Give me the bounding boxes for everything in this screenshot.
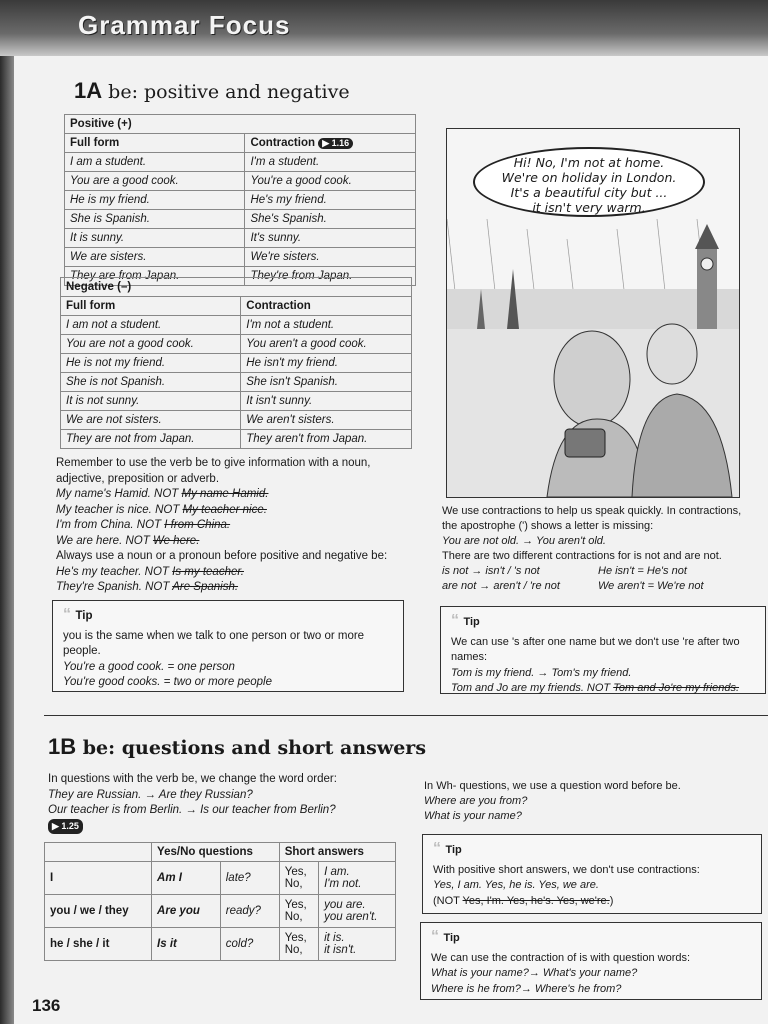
table-row (65, 248, 416, 267)
wh-questions-notes (424, 779, 681, 824)
negative-table (60, 277, 412, 449)
table-row (65, 191, 416, 210)
tip-line: names: (451, 651, 488, 663)
note-line: In Wh- questions, we use a question word before be. (424, 780, 681, 792)
contraction-cell: It isn't sunny. (241, 392, 412, 411)
contractions-notes (442, 504, 741, 594)
yes-no-cell (279, 895, 318, 928)
full-form-cell: He is my friend. (65, 191, 245, 210)
note-line: There are two different contractions for is not and are not. (442, 550, 722, 562)
yes-no-cell (279, 928, 318, 961)
contraction-header: Contraction ▶ 1.16 (245, 134, 416, 153)
tip-line: (NOT Yes, I'm. Yes, he's. Yes, we're.) (433, 894, 614, 907)
answer-line: No, (284, 911, 303, 923)
question-cell: cold? (220, 928, 279, 961)
subject-cell: I (45, 862, 152, 895)
positive-table (64, 114, 416, 286)
speech-line: Hi! No, I'm not at home. (513, 155, 665, 170)
full-form-cell: They are from Japan. (65, 267, 245, 286)
question-cell: Am I (152, 862, 221, 895)
answer-line: it isn't. (324, 944, 357, 956)
answer-line: Yes, (284, 932, 307, 944)
section-divider (44, 715, 768, 716)
cartoon-illustration (446, 128, 740, 498)
example-line: Our teacher is from Berlin. → Is our teacher from Berlin? (48, 804, 336, 816)
table-row (61, 392, 412, 411)
questions-table (44, 842, 396, 961)
contraction-pair: is not → isn't / 's not He isn't = He's not (442, 565, 687, 577)
tip-line: What is your name?→ What's your name? (431, 967, 638, 979)
tip-line: You're a good cook. = one person (63, 660, 235, 673)
tip-title: “ Tip (433, 841, 751, 859)
example-line: I'm from China. NOT I from China. (56, 519, 231, 531)
tip-line: Tom is my friend. → Tom's my friend. (451, 666, 632, 679)
full-form-cell: We are sisters. (65, 248, 245, 267)
answer-line: Yes, (284, 866, 307, 878)
answer-line: you aren't. (324, 911, 378, 923)
tip-line: you is the same when we talk to one person or two or more (63, 629, 365, 642)
book-spine-shadow (0, 0, 14, 1024)
question-cell: Are you (152, 895, 221, 928)
full-form-cell: They are not from Japan. (61, 430, 241, 449)
note-line: In questions with the verb be, we change the word order: (48, 773, 337, 785)
contraction-cell: She's Spanish. (245, 210, 416, 229)
note-line: We use contractions to help us speak quickly. In contractions, (442, 505, 742, 517)
table-row (61, 411, 412, 430)
short-answer-cell (319, 895, 396, 928)
speech-line: We're on holiday in London. (501, 170, 677, 185)
speech-bubble (473, 147, 705, 217)
answer-line: I am. (324, 866, 350, 878)
short-answer-cell (319, 928, 396, 961)
answer-line: Yes, (284, 899, 307, 911)
note-line: You are not old. → You aren't old. (442, 535, 606, 547)
table-row (65, 153, 416, 172)
tip-box-short-answers (422, 834, 762, 914)
subject-cell: he / she / it (45, 928, 152, 961)
blank-header (45, 843, 152, 862)
table-row (61, 316, 412, 335)
contraction-cell: We're sisters. (245, 248, 416, 267)
tip-line: Yes, I am. Yes, he is. Yes, we are. (433, 879, 599, 891)
header-band (0, 0, 768, 56)
full-form-header: Full form (61, 297, 241, 316)
table-row (61, 430, 412, 449)
note-line: the apostrophe (') shows a letter is missing: (442, 520, 654, 532)
example-line: He's my teacher. NOT Is my teacher. (56, 565, 244, 578)
question-cell: Is it (152, 928, 221, 961)
audio-play-icon[interactable]: ▶ 1.25 (48, 819, 83, 835)
answer-line: I'm not. (324, 878, 362, 890)
note-line: Always use a noun or a pronoun before positive and negative be: (56, 550, 388, 562)
contraction-cell: He's my friend. (245, 191, 416, 210)
tip-line: people. (63, 645, 101, 657)
note-line: adjective, preposition or adverb. (56, 472, 220, 485)
table-row (45, 895, 396, 928)
contraction-cell: It's sunny. (245, 229, 416, 248)
yes-no-cell (279, 862, 318, 895)
tip-line: With positive short answers, we don't use contractions: (433, 863, 700, 876)
audio-play-icon[interactable]: ▶ 1.16 (318, 138, 353, 149)
page-number: 136 (32, 996, 61, 1015)
contraction-header: Contraction (241, 297, 412, 316)
full-form-cell: It is sunny. (65, 229, 245, 248)
full-form-cell: She is not Spanish. (61, 373, 241, 392)
example-line: They are Russian. → Are they Russian? (48, 788, 253, 801)
table-row (45, 862, 396, 895)
contraction-cell: You're a good cook. (245, 172, 416, 191)
section-number: 1B (48, 734, 77, 759)
full-form-cell: It is not sunny. (61, 392, 241, 411)
negative-label: Negative (–) (61, 278, 412, 297)
subject-cell: you / we / they (45, 895, 152, 928)
questions-notes (48, 772, 337, 834)
table-row (61, 354, 412, 373)
section-title: be: questions and short answers (82, 737, 427, 759)
table-row (61, 335, 412, 354)
full-form-cell: I am not a student. (61, 316, 241, 335)
table-row (65, 229, 416, 248)
contraction-cell: We aren't sisters. (241, 411, 412, 430)
question-cell: late? (220, 862, 279, 895)
section-title: be: positive and negative (108, 81, 350, 103)
tip-line: Tom and Jo are my friends. NOT Tom and Jo're my friends. (451, 682, 740, 694)
section-1a-heading (74, 78, 350, 104)
tip-line: We can use 's after one name but we don't use 're after two (451, 635, 740, 648)
section-1b-heading (48, 734, 426, 760)
contraction-cell: He isn't my friend. (241, 354, 412, 373)
example-line: My name's Hamid. NOT My name Hamid. (56, 488, 269, 500)
full-form-cell: You are a good cook. (65, 172, 245, 191)
note-line: Remember to use the verb be to give information with a noun, (56, 457, 371, 469)
contraction-pair: are not → aren't / 're not We aren't = We're not (442, 580, 704, 592)
contraction-cell: They aren't from Japan. (241, 430, 412, 449)
banner-title: Grammar Focus (78, 10, 291, 40)
contraction-cell: They're from Japan. (245, 267, 416, 286)
example-line: Where are you from? (424, 795, 528, 807)
contraction-cell: I'm not a student. (241, 316, 412, 335)
full-form-header: Full form (65, 134, 245, 153)
speech-line: it isn't very warm. (532, 200, 646, 215)
table-row (65, 172, 416, 191)
section-number: 1A (74, 78, 103, 103)
positive-label: Positive (+) (65, 115, 416, 134)
tip-line: Where is he from?→ Where's he from? (431, 982, 622, 995)
contraction-cell: You aren't a good cook. (241, 335, 412, 354)
contraction-cell: She isn't Spanish. (241, 373, 412, 392)
tip-title: “ Tip (451, 613, 755, 631)
full-form-cell: You are not a good cook. (61, 335, 241, 354)
contraction-cell: I'm a student. (245, 153, 416, 172)
table-row (65, 210, 416, 229)
full-form-cell: I am a student. (65, 153, 245, 172)
example-line: We are here. NOT We here. (56, 534, 200, 547)
full-form-cell: She is Spanish. (65, 210, 245, 229)
example-line: They're Spanish. NOT Are Spanish. (56, 581, 239, 593)
answer-line: No, (284, 944, 303, 956)
tip-line: You're good cooks. = two or more people (63, 676, 273, 688)
full-form-cell: He is not my friend. (61, 354, 241, 373)
tip-box-question-words (420, 922, 762, 1000)
short-answer-cell (319, 862, 396, 895)
table-row (61, 373, 412, 392)
speech-line: It's a beautiful city but ... (510, 185, 668, 200)
answer-line: it is. (324, 932, 345, 944)
table-row (45, 928, 396, 961)
tip-box-you (52, 600, 404, 692)
question-cell: ready? (220, 895, 279, 928)
answer-line: No, (284, 878, 303, 890)
example-line: My teacher is nice. NOT My teacher nice. (56, 503, 267, 516)
full-form-cell: We are not sisters. (61, 411, 241, 430)
be-usage-notes (56, 456, 387, 596)
tip-title: “ Tip (431, 929, 751, 947)
tip-title: “ Tip (63, 607, 393, 625)
yes-no-header: Yes/No questions (152, 843, 280, 862)
tip-line: We can use the contraction of is with question words: (431, 951, 691, 964)
short-answers-header: Short answers (279, 843, 395, 862)
tip-box-names (440, 606, 766, 694)
example-line: What is your name? (424, 810, 522, 822)
answer-line: you are. (324, 899, 366, 911)
